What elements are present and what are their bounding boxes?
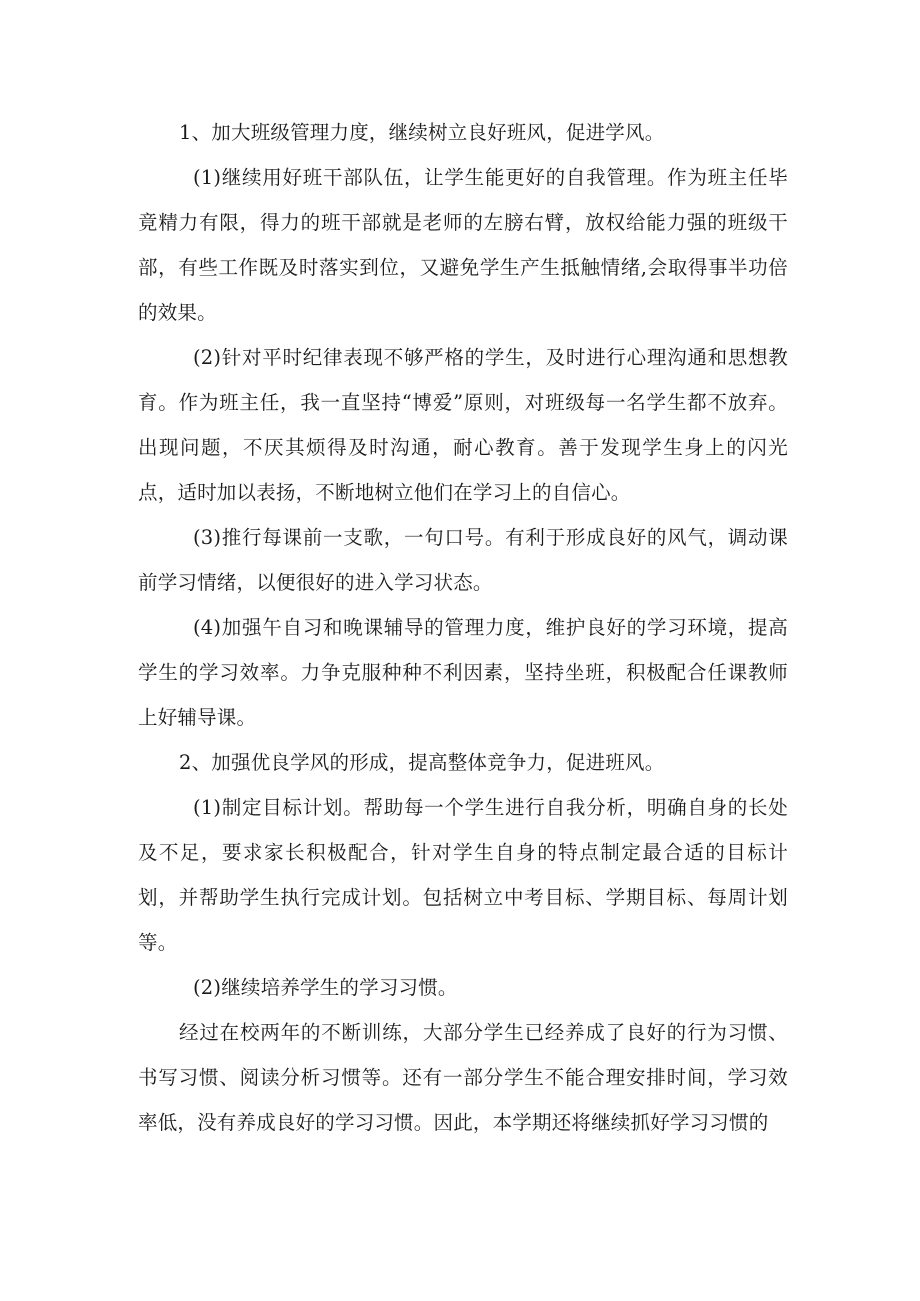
paragraph-item-1-1: (1)继续用好班干部队伍，让学生能更好的自我管理。作为班主任毕竟精力有限，得力的班干部就是老师的左膀右臂，放权给能力强的班级干部，有些工作既及时落实到位，又避免学生产生抵触情绪,会取得事半功倍的效果。 bbox=[138, 166, 788, 324]
paragraph-item-2-1: (1)制定目标计划。帮助每一个学生进行自我分析，明确自身的长处及不足，要求家长积极配合，针对学生自身的特点制定最合适的目标计划，并帮助学生执行完成计划。包括树立中考目标、学期目标、每周计划等。 bbox=[138, 796, 788, 954]
document-body bbox=[138, 110, 788, 1145]
body-paragraph: 经过在校两年的不断训练，大部分学生已经养成了良好的行为习惯、书写习惯、阅读分析习惯等。还有一部分学生不能合理安排时间，学习效率低，没有养成良好的学习习惯。因此，本学期还将继续抓好学习习惯的 bbox=[138, 1021, 788, 1134]
paragraph-item-2-2: (2)继续培养学生的学习习惯。 bbox=[193, 976, 458, 999]
paragraph-item-1-2: (2)针对平时纪律表现不够严格的学生，及时进行心理沟通和思想教育。作为班主任，我一直坚持“博爱”原则，对班级每一名学生都不放弃。出现问题，不厌其烦得及时沟通，耐心教育。善于发现学生身上的闪光点，适时加以表扬，不断地树立他们在学习上的自信心。 bbox=[138, 346, 788, 504]
section-heading-2: 2、加强优良学风的形成，提高整体竞争力，促进班风。 bbox=[179, 751, 665, 774]
section-heading-1: 1、加大班级管理力度，继续树立良好班风，促进学风。 bbox=[179, 121, 665, 144]
paragraph-item-1-4: (4)加强午自习和晚课辅导的管理力度，维护良好的学习环境，提高学生的学习效率。力争克服种种不利因素，坚持坐班，积极配合任课教师上好辅导课。 bbox=[138, 616, 788, 729]
paragraph-item-1-3: (3)推行每课前一支歌，一句口号。有利于形成良好的风气，调动课前学习情绪，以便很好的进入学习状态。 bbox=[138, 526, 788, 594]
